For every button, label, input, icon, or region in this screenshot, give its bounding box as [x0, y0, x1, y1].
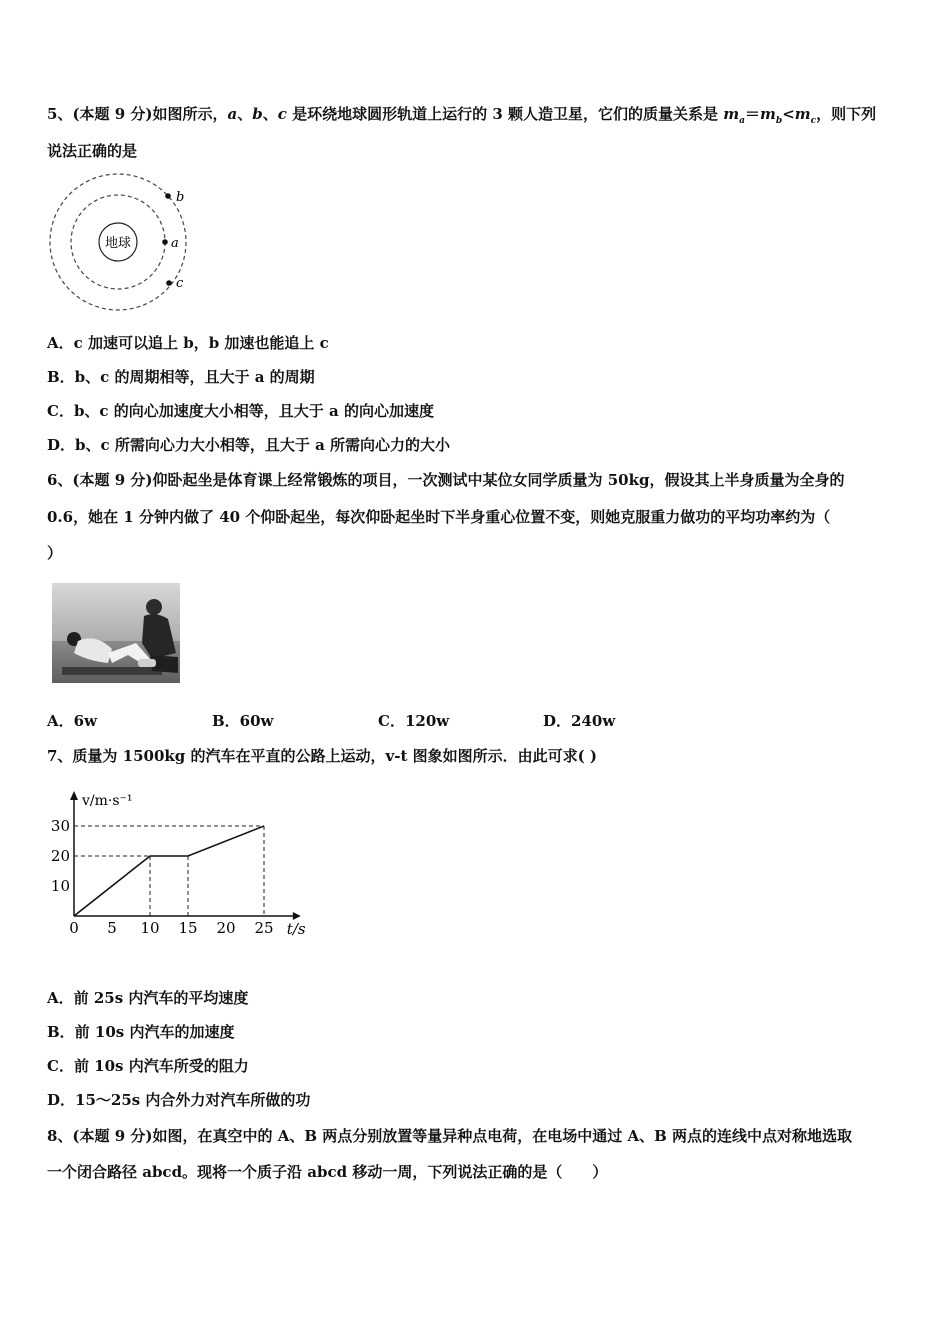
q6-option-b: B．60w: [212, 712, 274, 730]
satellite-b-dot: [165, 193, 171, 199]
q7-stem: 7、质量为 1500kg 的汽车在平直的公路上运动，v-t 图象如图所示．由此可求( ): [47, 747, 598, 765]
q5-sat-a: a: [227, 105, 238, 123]
x-tick-label: 0: [69, 919, 79, 937]
satellite-c-dot: [166, 280, 172, 286]
y-axis-arrow: [70, 791, 78, 800]
x-tick-label: 10: [140, 919, 160, 937]
x-tick-label: 25: [254, 919, 274, 937]
q6-stem-line2: 0.6，她在 1 分钟内做了 40 个仰卧起坐，每次仰卧起坐时下半身重心位置不变，则她克服重力做功的平均功率约为（: [47, 508, 831, 526]
y-tick-label: 30: [50, 817, 70, 835]
q7-vt-chart: [45, 785, 310, 945]
y-axis-label: v/m·s⁻¹: [82, 793, 133, 809]
q5-sub-a: a: [739, 116, 745, 126]
q5-m-b: m: [760, 105, 776, 123]
q5-m-a: m: [723, 105, 740, 123]
y-tick-label: 20: [50, 847, 70, 865]
velocity-series-line: [74, 826, 264, 916]
q7-option-c: C．前 10s 内汽车所受的阻力: [47, 1057, 249, 1075]
q5-m-c: m: [794, 105, 811, 123]
q5-eq: ＝: [745, 105, 761, 123]
q5-sub-b: b: [775, 116, 783, 126]
q6-stem-line1: 6、(本题 9 分)仰卧起坐是体育课上经常锻炼的项目，一次测试中某位女同学质量为 50kg，假设其上半身质量为全身的: [47, 471, 845, 489]
q7-option-a: A．前 25s 内汽车的平均速度: [47, 989, 249, 1007]
x-tick-label: 15: [178, 919, 198, 937]
q5-score: (本题 9 分): [72, 105, 153, 123]
chart-guides: [74, 826, 264, 916]
q5-stem-line2: 说法正确的是: [47, 142, 138, 160]
q6-situp-photo: [52, 583, 180, 683]
q5-stem-line1: [47, 103, 876, 126]
q8-stem-line2: 一个闭合路径 abcd。现将一个质子沿 abcd 移动一周，下列说法正确的是（ ）: [47, 1163, 608, 1181]
x-tick-label: 20: [216, 919, 236, 937]
q5-option-b: B．b、c 的周期相等，且大于 a 的周期: [47, 368, 315, 386]
q5-stem-mid: 是环绕地球圆形轨道上运行的 3 颗人造卫星，它们的质量关系是: [286, 105, 724, 123]
satellite-b-label: b: [176, 190, 185, 205]
q5-sat-c: c: [277, 105, 287, 123]
x-axis-label: t/s: [286, 920, 306, 938]
satellite-a-dot: [162, 239, 168, 245]
q5-sep1: 、: [237, 105, 253, 123]
q5-sep2: 、: [262, 105, 278, 123]
q7-option-d: D．15～25s 内合外力对汽车所做的功: [47, 1091, 311, 1109]
q5-stem-pre: 如图所示，: [152, 105, 228, 123]
q5-number: 5、: [47, 105, 73, 123]
q6-stem-line3: ）: [47, 544, 63, 562]
q5-sub-c: c: [810, 116, 817, 126]
x-axis-arrow: [293, 912, 301, 920]
q6-option-c: C．120w: [378, 712, 450, 730]
q5-option-c: C．b、c 的向心加速度大小相等，且大于 a 的向心加速度: [47, 402, 434, 420]
y-tick-label: 10: [50, 877, 70, 895]
satellite-c-label: c: [176, 276, 184, 291]
q6-option-a: A．6w: [47, 712, 97, 730]
q6-option-d: D．240w: [543, 712, 616, 730]
q5-sat-b: b: [252, 105, 263, 123]
q7-option-b: B．前 10s 内汽车的加速度: [47, 1023, 235, 1041]
q5-lt: <: [782, 105, 795, 123]
q5-stem-end: ，则下列: [816, 105, 877, 123]
q5-option-a: A．c 加速可以追上 b，b 加速也能追上 c: [47, 334, 329, 352]
satellite-a-label: a: [171, 236, 179, 251]
x-tick-label: 5: [107, 919, 117, 937]
q5-orbit-figure: [45, 170, 205, 315]
q5-option-d: D．b、c 所需向心力大小相等，且大于 a 所需向心力的大小: [47, 436, 451, 454]
q8-stem-line1: 8、(本题 9 分)如图，在真空中的 A、B 两点分别放置等量异种点电荷，在电场中通过 A、B 两点的连线中点对称地选取: [47, 1127, 853, 1145]
earth-label: 地球: [104, 236, 132, 251]
